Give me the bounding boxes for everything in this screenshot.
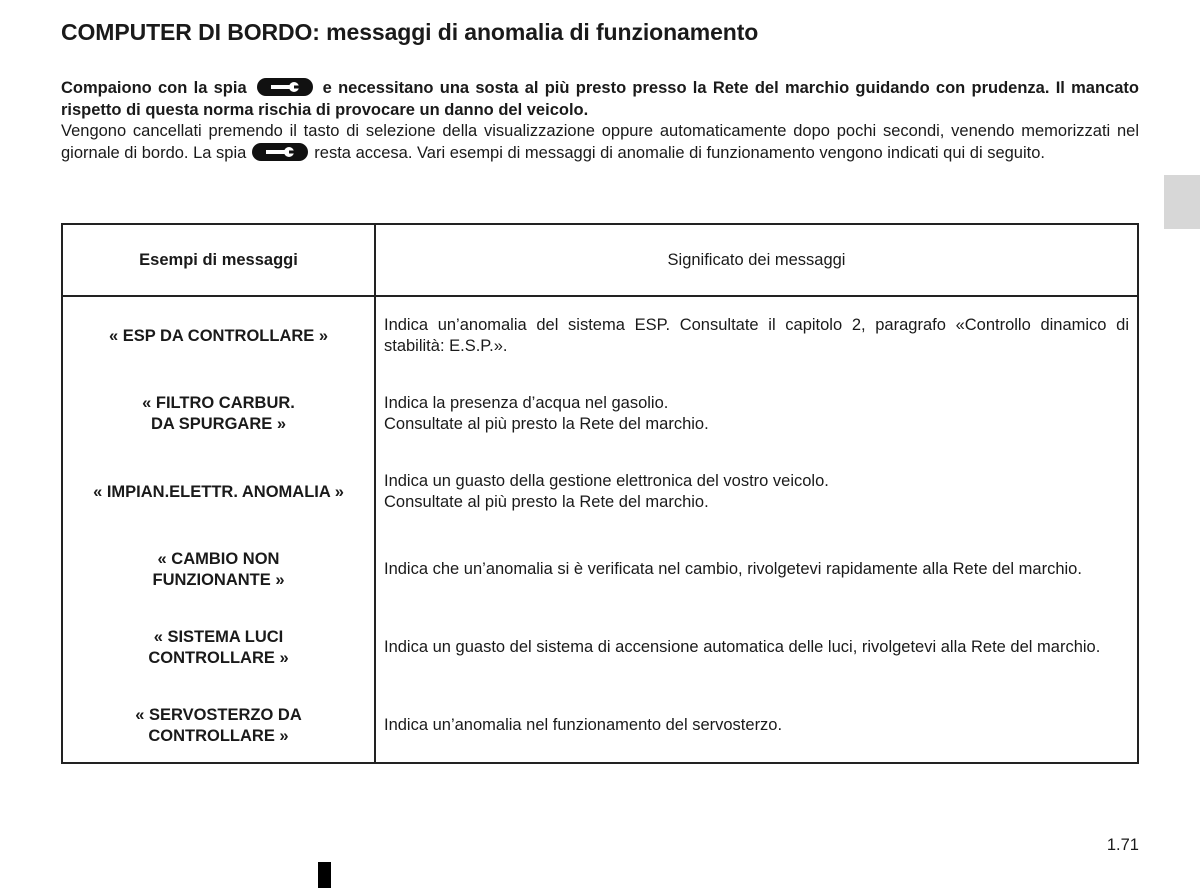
table-row bbox=[63, 453, 1137, 531]
intro-warning bbox=[61, 78, 1139, 121]
section-tab-marker bbox=[1164, 175, 1200, 229]
intro-normal-part2: resta accesa. Vari esempi di messaggi di anomalie di funzionamento vengono indicati qui di seguito. bbox=[314, 143, 1045, 162]
message-meaning: Indica un’anomalia nel funzionamento del servosterzo. bbox=[384, 716, 783, 735]
message-meaning: Indica un’anomalia del sistema ESP. Consultate il capitolo 2, paragrafo «Controllo dinamico di stabilità: E.S.P.». bbox=[384, 315, 1129, 355]
wrench-warning-icon bbox=[252, 143, 308, 161]
message-example: « SERVOSTERZO DA CONTROLLARE » bbox=[135, 706, 302, 745]
page-number: 1.71 bbox=[1106, 836, 1139, 854]
intro-text bbox=[61, 78, 1139, 164]
message-example: « ESP DA CONTROLLARE » bbox=[108, 326, 329, 345]
header-examples: Esempi di messaggi bbox=[139, 250, 298, 269]
wrench-warning-icon bbox=[257, 78, 313, 96]
intro-normal-part1: Vengono cancellati premendo il tasto di selezione della visualizzazione oppure automaticamente dopo pochi secondi, venendo memorizzati nel giornale di bordo. La spia bbox=[61, 122, 1139, 162]
table-header bbox=[63, 225, 1137, 297]
message-meaning: Indica un guasto del sistema di accensione automatica delle luci, rivolgetevi alla Rete del marchio. bbox=[384, 638, 1101, 657]
intro-info bbox=[61, 121, 1139, 164]
message-meaning: Indica che un’anomalia si è verificata nel cambio, rivolgetevi rapidamente alla Rete del marchio. bbox=[384, 560, 1082, 579]
page-title: COMPUTER DI BORDO: messaggi di anomalia di funzionamento bbox=[61, 19, 759, 45]
table-row bbox=[63, 297, 1137, 375]
print-marker bbox=[318, 862, 331, 888]
intro-bold-part2: e necessitano una sosta al più presto presso la Rete del marchio guidando con prudenza. Il mancato rispetto di questa norma rischia di provocare un danno del veicolo. bbox=[61, 79, 1139, 119]
message-example: « SISTEMA LUCI CONTROLLARE » bbox=[148, 628, 289, 667]
table-row bbox=[63, 687, 1137, 765]
table-row bbox=[63, 531, 1137, 609]
intro-bold-part1: Compaiono con la spia bbox=[61, 79, 247, 97]
message-example: « IMPIAN.ELETTR. ANOMALIA » bbox=[93, 482, 344, 501]
message-meaning: Indica la presenza d’acqua nel gasolio. Consultate al più presto la Rete del marchio. bbox=[384, 393, 709, 433]
message-example: « FILTRO CARBUR. DA SPURGARE » bbox=[142, 394, 295, 433]
message-meaning: Indica un guasto della gestione elettronica del vostro veicolo. Consultate al più presto la Rete del marchio. bbox=[384, 471, 829, 511]
header-meaning: Significato dei messaggi bbox=[667, 250, 846, 269]
messages-table bbox=[61, 223, 1139, 764]
message-example: « CAMBIO NON FUNZIONANTE » bbox=[152, 550, 285, 589]
table-row bbox=[63, 609, 1137, 687]
table-row bbox=[63, 375, 1137, 453]
